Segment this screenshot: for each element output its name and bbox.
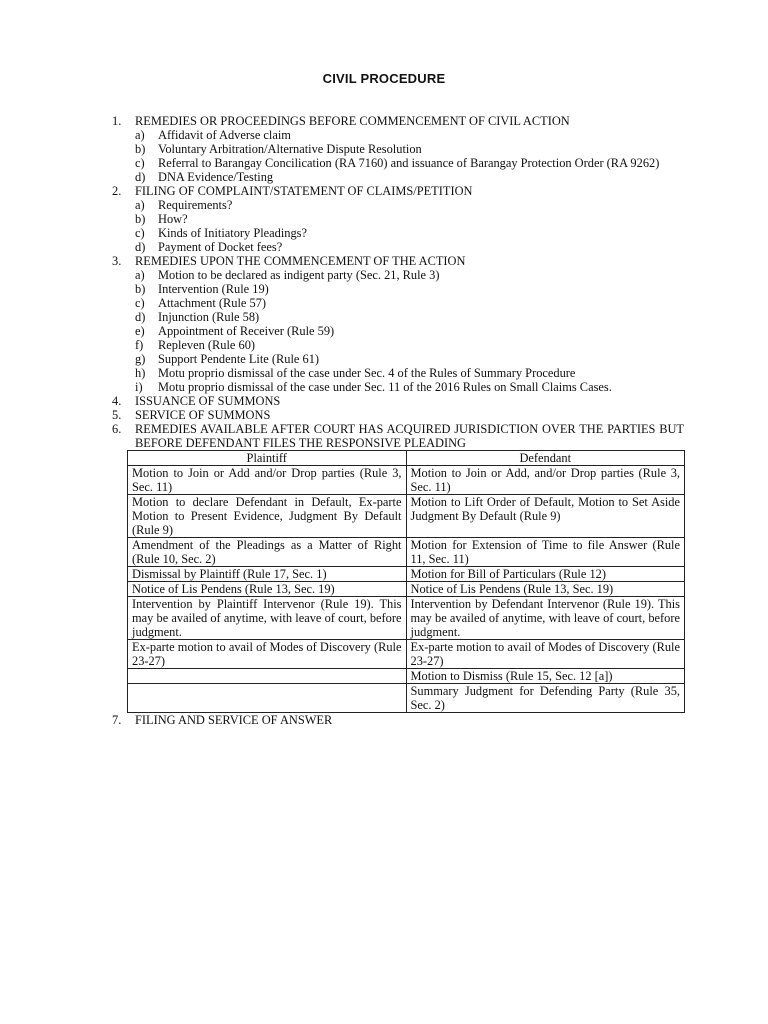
item-letter: f) [135,338,144,352]
item-letter: a) [135,128,145,142]
section-title: REMEDIES AVAILABLE AFTER COURT HAS ACQUIRED JURISDICTION OVER THE PARTIES BUT BEFORE DEFENDANT FILES THE RESPONSIVE PLEADING [135,422,684,450]
section-number: 7. [112,713,122,727]
section-number: 5. [112,408,122,422]
item-letter: b) [135,212,146,226]
item-letter: c) [135,226,145,240]
section-3 [112,254,684,394]
list-item [135,380,684,394]
list-item [135,338,684,352]
defendant-cell: Notice of Lis Pendens (Rule 13, Sec. 19) [406,582,685,597]
item-text: Motu proprio dismissal of the case under Sec. 11 of the 2016 Rules on Small Claims Cases. [158,380,612,394]
table-row [128,597,685,640]
plaintiff-cell: Motion to declare Defendant in Default, Ex-parte Motion to Present Evidence, Judgment By Default (Rule 9) [128,495,407,538]
table-row [128,640,685,669]
item-letter: c) [135,296,145,310]
item-text: Motu proprio dismissal of the case under Sec. 4 of the Rules of Summary Procedure [158,366,576,380]
table-row [128,582,685,597]
section-1 [112,114,684,184]
section-number: 2. [112,184,122,198]
item-text: Injunction (Rule 58) [158,310,260,324]
table-row [128,567,685,582]
section-title: FILING OF COMPLAINT/STATEMENT OF CLAIMS/PETITION [135,184,473,198]
item-letter: d) [135,310,146,324]
section-5 [112,408,684,422]
header-plaintiff: Plaintiff [128,451,407,466]
item-letter: d) [135,240,146,254]
defendant-cell: Motion to Dismiss (Rule 15, Sec. 12 [a]) [406,669,685,684]
list-item [135,324,684,338]
section-4 [112,394,684,408]
item-letter: d) [135,170,146,184]
item-letter: a) [135,268,145,282]
table-row [128,495,685,538]
list-item [135,226,684,240]
list-item [135,296,684,310]
item-text: Attachment (Rule 57) [158,296,267,310]
plaintiff-cell: Dismissal by Plaintiff (Rule 17, Sec. 1) [128,567,407,582]
list-item [135,142,684,156]
item-text: Payment of Docket fees? [158,240,283,254]
section-6 [112,422,684,450]
item-letter: i) [135,380,143,394]
item-text: How? [158,212,188,226]
item-text: Referral to Barangay Concilication (RA 7160) and issuance of Barangay Protection Order (RA 9262) [158,156,660,170]
table-row [128,669,685,684]
list-item [135,156,684,170]
plaintiff-cell: Ex-parte motion to avail of Modes of Discovery (Rule 23-27) [128,640,407,669]
section-title: REMEDIES OR PROCEEDINGS BEFORE COMMENCEMENT OF CIVIL ACTION [135,114,570,128]
item-text: Support Pendente Lite (Rule 61) [158,352,320,366]
section-number: 6. [112,422,122,436]
item-text: Kinds of Initiatory Pleadings? [158,226,308,240]
item-text: Repleven (Rule 60) [158,338,256,352]
header-defendant: Defendant [406,451,685,466]
sub-list [135,128,684,184]
item-text: Requirements? [158,198,233,212]
list-item [135,282,684,296]
list-item [135,128,684,142]
item-text: Intervention (Rule 19) [158,282,269,296]
section-2 [112,184,684,254]
sub-list [135,268,684,394]
item-letter: h) [135,366,146,380]
plaintiff-cell [128,669,407,684]
outline [112,114,684,727]
list-item [135,268,684,282]
table-row [128,538,685,567]
list-item [135,212,684,226]
defendant-cell: Summary Judgment for Defending Party (Rule 35, Sec. 2) [406,684,685,713]
list-item [135,198,684,212]
item-letter: b) [135,282,146,296]
section-number: 3. [112,254,122,268]
sub-list [135,198,684,254]
item-letter: e) [135,324,145,338]
list-item [135,310,684,324]
item-letter: a) [135,198,145,212]
item-text: Voluntary Arbitration/Alternative Dispute Resolution [158,142,422,156]
plaintiff-cell: Intervention by Plaintiff Intervenor (Rule 19). This may be availed of anytime, with leave of court, before judgment. [128,597,407,640]
item-letter: b) [135,142,146,156]
defendant-cell: Motion for Extension of Time to file Answer (Rule 11, Sec. 11) [406,538,685,567]
list-item [135,170,684,184]
table-header-row [128,451,685,466]
plaintiff-cell: Motion to Join or Add and/or Drop parties (Rule 3, Sec. 11) [128,466,407,495]
item-letter: g) [135,352,146,366]
item-letter: c) [135,156,145,170]
document-title: CIVIL PROCEDURE [322,71,446,86]
table-row [128,466,685,495]
list-item [135,366,684,380]
item-text: Motion to be declared as indigent party (Sec. 21, Rule 3) [158,268,440,282]
section-title: FILING AND SERVICE OF ANSWER [135,713,333,727]
section-title: REMEDIES UPON THE COMMENCEMENT OF THE ACTION [135,254,466,268]
plaintiff-cell: Notice of Lis Pendens (Rule 13, Sec. 19) [128,582,407,597]
item-text: Affidavit of Adverse claim [158,128,291,142]
item-text: DNA Evidence/Testing [158,170,274,184]
table-row [128,684,685,713]
section-title: ISSUANCE OF SUMMONS [135,394,281,408]
defendant-cell: Motion for Bill of Particulars (Rule 12) [406,567,685,582]
remedies-table [127,450,685,713]
section-number: 4. [112,394,122,408]
section-number: 1. [112,114,122,128]
list-item [135,352,684,366]
defendant-cell: Ex-parte motion to avail of Modes of Discovery (Rule 23-27) [406,640,685,669]
defendant-cell: Motion to Lift Order of Default, Motion to Set Aside Judgment By Default (Rule 9) [406,495,685,538]
list-item [135,240,684,254]
section-7 [112,713,684,727]
plaintiff-cell [128,684,407,713]
section-title: SERVICE OF SUMMONS [135,408,271,422]
item-text: Appointment of Receiver (Rule 59) [158,324,335,338]
defendant-cell: Intervention by Defendant Intervenor (Rule 19). This may be availed of anytime, with leave of court, before judgment. [406,597,685,640]
defendant-cell: Motion to Join or Add, and/or Drop parties (Rule 3, Sec. 11) [406,466,685,495]
plaintiff-cell: Amendment of the Pleadings as a Matter of Right (Rule 10, Sec. 2) [128,538,407,567]
